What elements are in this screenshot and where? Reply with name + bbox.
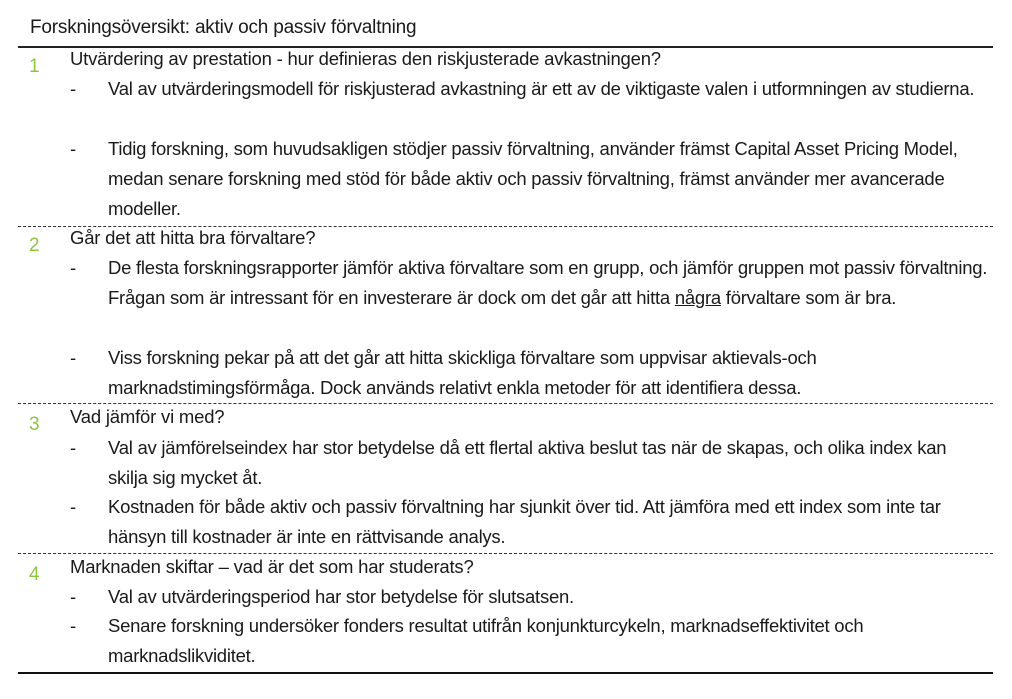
underlined-word: några [674, 287, 721, 308]
bullet-text: Val av utvärderingsperiod har stor betydelse för slutsatsen. [108, 586, 574, 607]
section-heading: Utvärdering av prestation - hur definieras den riskjusterade avkastningen? [70, 48, 661, 69]
bullet-dash: - [70, 347, 76, 368]
bottom-rule [18, 672, 993, 674]
bullet-text: Val av utvärderingsmodell för riskjusterad avkastning är ett av de viktigaste valen i utformningen av studierna. [108, 78, 975, 99]
bullet-text: Viss forskning pekar på att det går att hitta skickliga förvaltare som uppvisar aktievals-och marknadstimingsförmåga. Dock används relativt enkla metoder för att identifiera dessa. [108, 347, 817, 398]
bullet-dash: - [70, 257, 76, 278]
bullet-text-part: De flesta forskningsrapporter jämför aktiva förvaltare som en grupp, och jämför gruppen mot passiv förvaltning. Frågan som är intressant för en investerare är dock om det går att hitta [108, 257, 988, 308]
list-item [70, 611, 990, 671]
bullet-text-part: förvaltare som är bra. [720, 287, 897, 308]
bullet-dash: - [70, 138, 76, 159]
bullet-dash: - [70, 615, 76, 636]
bullet-dash: - [70, 437, 76, 458]
section-number: 4 [29, 564, 40, 585]
bullet-dash: - [70, 496, 76, 517]
bullet-text: Kostnaden för både aktiv och passiv förvaltning har sjunkit över tid. Att jämföra med ett index som inte tar hänsyn till kostnader är inte en rättvisande analys. [108, 496, 941, 547]
list-item [70, 74, 990, 104]
section-heading: Går det att hitta bra förvaltare? [70, 227, 316, 248]
list-item [70, 492, 990, 552]
list-item [70, 582, 990, 612]
section-number: 3 [29, 414, 40, 435]
section-heading: Vad jämför vi med? [70, 406, 225, 427]
section-number: 2 [29, 235, 40, 256]
section-heading: Marknaden skiftar – vad är det som har studerats? [70, 556, 474, 577]
bullet-text: Val av jämförelseindex har stor betydelse då ett flertal aktiva beslut tas när de skapas, och olika index kan skilja sig mycket åt. [108, 437, 947, 488]
bullet-dash: - [70, 586, 76, 607]
bullet-text [108, 253, 990, 313]
bullet-text: Senare forskning undersöker fonders resultat utifrån konjunkturcykeln, marknadseffektivitet och marknadslikviditet. [108, 615, 864, 666]
section-number: 1 [29, 56, 40, 77]
list-item [70, 433, 990, 493]
page-title: Forskningsöversikt: aktiv och passiv förvaltning [30, 17, 417, 38]
list-item [70, 253, 990, 313]
list-item [70, 343, 990, 403]
bullet-text: Tidig forskning, som huvudsakligen stödjer passiv förvaltning, använder främst Capital Asset Pricing Model, medan senare forskning med stöd för både aktiv och passiv förvaltning, främst använder mer avancerade modeller. [108, 138, 958, 219]
list-item [70, 134, 990, 224]
bullet-dash: - [70, 78, 76, 99]
